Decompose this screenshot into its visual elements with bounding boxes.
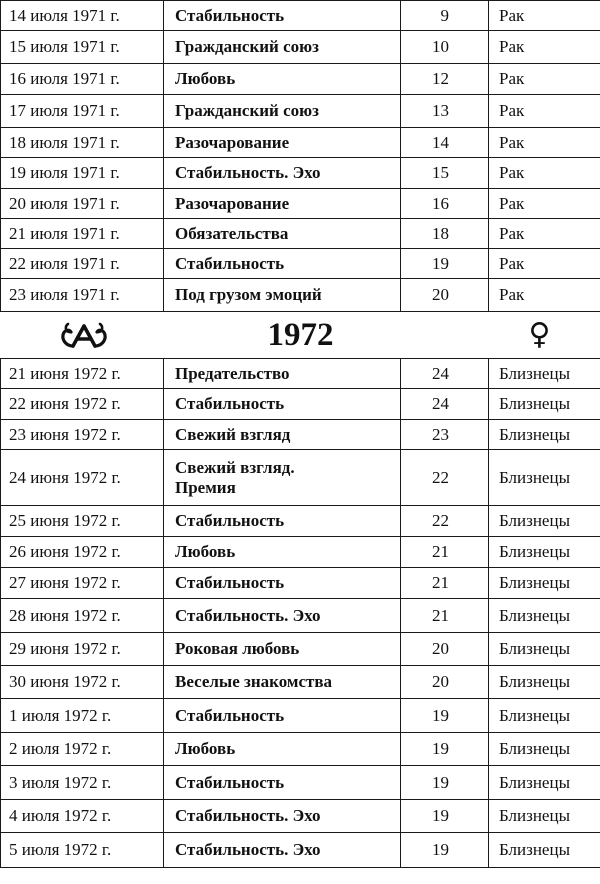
number-cell: 24 — [401, 389, 489, 420]
zodiac-cell: Рак — [489, 219, 600, 249]
event-cell: Стабильность — [164, 699, 401, 733]
table-row — [1, 633, 600, 666]
date-cell: 14 июля 1971 г. — [1, 1, 164, 31]
number-cell: 16 — [401, 189, 489, 219]
number-cell: 22 — [401, 450, 489, 506]
zodiac-cell: Рак — [489, 158, 600, 189]
event-cell: Любовь — [164, 733, 401, 766]
zodiac-cell: Рак — [489, 31, 600, 64]
number-cell: 21 — [401, 599, 489, 633]
zodiac-cell: Рак — [489, 249, 600, 279]
date-cell: 15 июля 1971 г. — [1, 31, 164, 64]
number-cell: 13 — [401, 95, 489, 128]
zodiac-cell: Близнецы — [489, 599, 600, 633]
zodiac-cell: Рак — [489, 189, 600, 219]
table-row — [1, 95, 600, 128]
table-row — [1, 568, 600, 599]
zodiac-cell: Рак — [489, 95, 600, 128]
date-cell: 22 июня 1972 г. — [1, 389, 164, 420]
event-cell: Свежий взгляд — [164, 420, 401, 450]
event-cell: Любовь — [164, 537, 401, 568]
event-cell: Гражданский союз — [164, 31, 401, 64]
event-cell: Стабильность — [164, 389, 401, 420]
zodiac-cell: Близнецы — [489, 633, 600, 666]
table-row — [1, 359, 600, 389]
table-row — [1, 219, 600, 249]
event-cell: Стабильность. Эхо — [164, 158, 401, 189]
event-cell: Стабильность. Эхо — [164, 599, 401, 633]
date-cell: 23 июня 1972 г. — [1, 420, 164, 450]
table-row — [1, 766, 600, 800]
date-cell: 20 июля 1971 г. — [1, 189, 164, 219]
table-row — [1, 699, 600, 733]
table-row — [1, 666, 600, 699]
event-cell: Разочарование — [164, 189, 401, 219]
year-divider-row — [1, 312, 600, 359]
number-cell: 24 — [401, 359, 489, 389]
year-divider — [1, 312, 600, 358]
number-cell: 22 — [401, 506, 489, 537]
year-divider-cell — [1, 312, 600, 359]
event-cell: Стабильность — [164, 506, 401, 537]
zodiac-cell: Близнецы — [489, 537, 600, 568]
date-cell: 25 июня 1972 г. — [1, 506, 164, 537]
zodiac-cell: Рак — [489, 128, 600, 158]
event-cell: Роковая любовь — [164, 633, 401, 666]
date-cell: 21 июля 1971 г. — [1, 219, 164, 249]
date-cell: 17 июля 1971 г. — [1, 95, 164, 128]
event-cell: Гражданский союз — [164, 95, 401, 128]
date-cell: 29 июня 1972 г. — [1, 633, 164, 666]
date-cell: 1 июля 1972 г. — [1, 699, 164, 733]
table-row — [1, 599, 600, 633]
table-row — [1, 450, 600, 506]
table-row — [1, 249, 600, 279]
table-row — [1, 31, 600, 64]
number-cell: 23 — [401, 420, 489, 450]
date-cell: 19 июля 1971 г. — [1, 158, 164, 189]
zodiac-cell: Близнецы — [489, 733, 600, 766]
zodiac-cell: Близнецы — [489, 833, 600, 868]
table-row — [1, 128, 600, 158]
zodiac-cell: Близнецы — [489, 450, 600, 506]
table-row — [1, 189, 600, 219]
venus-icon: ♀ — [528, 317, 551, 352]
zodiac-cell: Близнецы — [489, 766, 600, 800]
number-cell: 20 — [401, 666, 489, 699]
date-cell: 22 июля 1971 г. — [1, 249, 164, 279]
date-cell: 2 июля 1972 г. — [1, 733, 164, 766]
zodiac-cell: Близнецы — [489, 420, 600, 450]
table-row — [1, 1, 600, 31]
event-cell: Стабильность. Эхо — [164, 833, 401, 868]
zodiac-cell: Близнецы — [489, 800, 600, 833]
date-cell: 21 июня 1972 г. — [1, 359, 164, 389]
date-cell: 30 июня 1972 г. — [1, 666, 164, 699]
event-cell: Под грузом эмоций — [164, 279, 401, 312]
table-row — [1, 420, 600, 450]
date-cell: 26 июня 1972 г. — [1, 537, 164, 568]
zodiac-cell: Рак — [489, 64, 600, 95]
date-cell: 23 июля 1971 г. — [1, 279, 164, 312]
number-cell: 20 — [401, 633, 489, 666]
number-cell: 18 — [401, 219, 489, 249]
zodiac-cell: Рак — [489, 279, 600, 312]
zodiac-cell: Рак — [489, 1, 600, 31]
event-cell: Стабильность — [164, 568, 401, 599]
table-row — [1, 800, 600, 833]
table-row — [1, 158, 600, 189]
number-cell: 21 — [401, 568, 489, 599]
number-cell: 19 — [401, 766, 489, 800]
event-cell: Любовь — [164, 64, 401, 95]
date-cell: 5 июля 1972 г. — [1, 833, 164, 868]
table-row — [1, 64, 600, 95]
event-cell: Стабильность. Эхо — [164, 800, 401, 833]
table-row — [1, 279, 600, 312]
date-cell: 16 июля 1971 г. — [1, 64, 164, 95]
zodiac-cell: Близнецы — [489, 699, 600, 733]
number-cell: 12 — [401, 64, 489, 95]
date-cell: 28 июня 1972 г. — [1, 599, 164, 633]
number-cell: 20 — [401, 279, 489, 312]
zodiac-cell: Близнецы — [489, 666, 600, 699]
zodiac-cell: Близнецы — [489, 568, 600, 599]
zodiac-cell: Близнецы — [489, 359, 600, 389]
number-cell: 21 — [401, 537, 489, 568]
event-cell: Обязательства — [164, 219, 401, 249]
event-cell: Стабильность — [164, 1, 401, 31]
number-cell: 10 — [401, 31, 489, 64]
date-cell: 27 июня 1972 г. — [1, 568, 164, 599]
date-cell: 18 июля 1971 г. — [1, 128, 164, 158]
number-cell: 19 — [401, 733, 489, 766]
event-cell — [164, 450, 401, 506]
table-row — [1, 389, 600, 420]
number-cell: 14 — [401, 128, 489, 158]
event-cell: Разочарование — [164, 128, 401, 158]
event-cell: Веселые знакомства — [164, 666, 401, 699]
table-row — [1, 733, 600, 766]
table-row — [1, 506, 600, 537]
event-line-2: Премия — [175, 477, 236, 497]
event-cell: Стабильность — [164, 249, 401, 279]
number-cell: 19 — [401, 800, 489, 833]
event-cell: Стабильность — [164, 766, 401, 800]
event-cell: Предательство — [164, 359, 401, 389]
zodiac-cell: Близнецы — [489, 389, 600, 420]
number-cell: 9 — [401, 1, 489, 31]
table-row — [1, 537, 600, 568]
number-cell: 15 — [401, 158, 489, 189]
number-cell: 19 — [401, 833, 489, 868]
table-row — [1, 833, 600, 868]
date-cell: 24 июня 1972 г. — [1, 450, 164, 506]
number-cell: 19 — [401, 699, 489, 733]
date-cell: 3 июля 1972 г. — [1, 766, 164, 800]
event-line-1: Свежий взгляд. — [175, 457, 295, 477]
zodiac-cell: Близнецы — [489, 506, 600, 537]
number-cell: 19 — [401, 249, 489, 279]
year-heading: 1972 — [267, 317, 334, 353]
date-cell: 4 июля 1972 г. — [1, 800, 164, 833]
